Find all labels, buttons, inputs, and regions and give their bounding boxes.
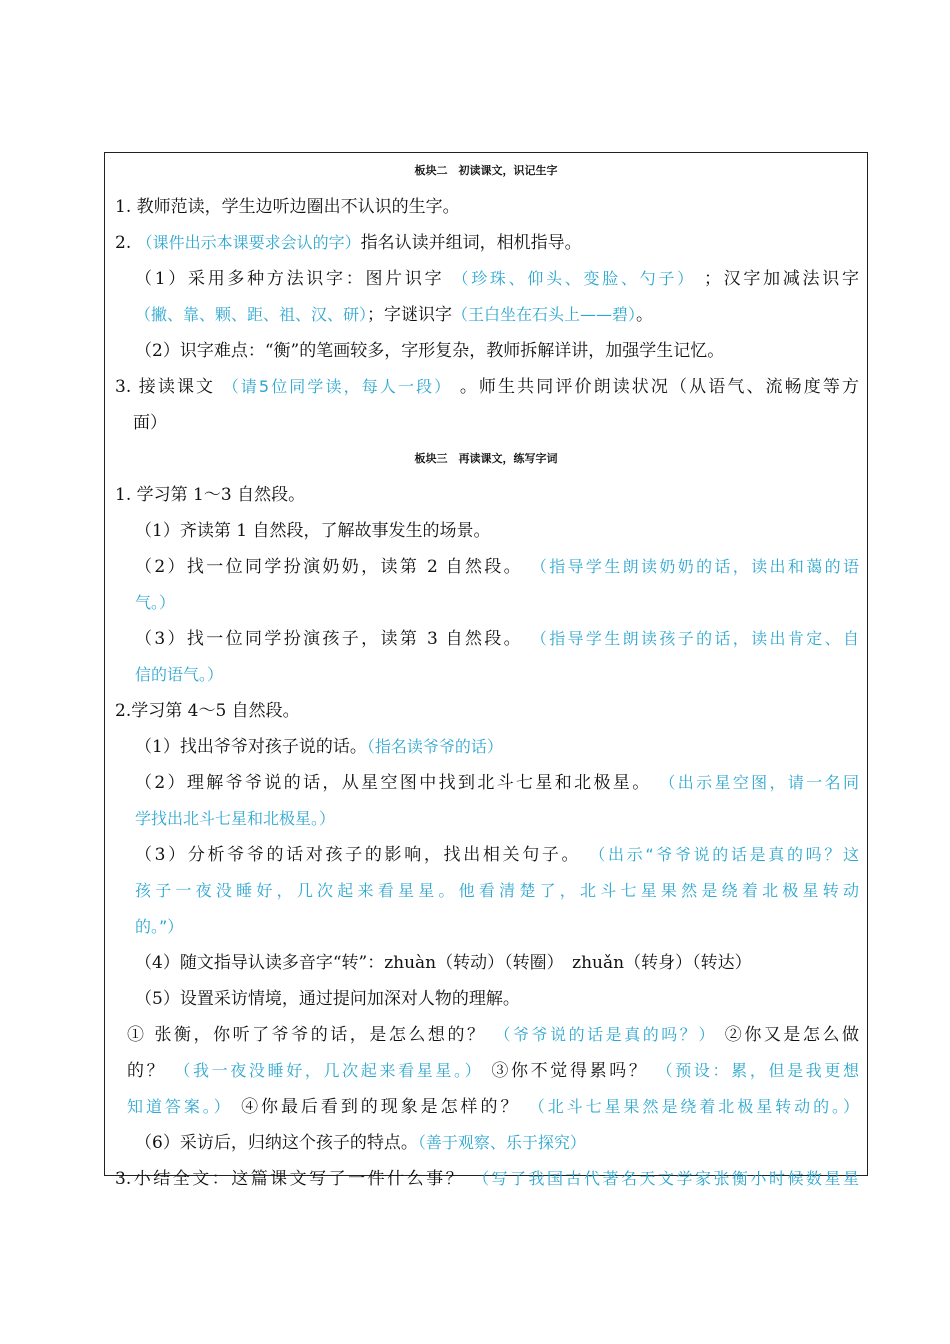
text-line: （撇、靠、颗、距、祖、汉、研）；字谜识字（王白坐在石头上——碧）。 [135,305,654,325]
text-line: （3）找一位同学扮演孩子，读第 3 自然段。 （指导学生朗读孩子的话，读出肯定、自 [135,629,859,649]
text-line: （3）分析爷爷的话对孩子的影响，找出相关句子。 （出示“爷爷说的话是真的吗？这 [135,845,859,865]
text-line: （4）随文指导认读多音字“转”：zhuàn（转动）（转圈） zhuǎn（转身）（转达） [135,953,752,973]
text-line: ① 张衡，你听了爷爷的话，是怎么想的？ （爷爷说的话是真的吗？） ②你又是怎么做 [127,1025,859,1045]
text-line: （6）采访后，归纳这个孩子的特点。（善于观察、乐于探究） [135,1133,586,1153]
annotation-line: 的。”） [135,917,184,936]
text-line: 面） [133,413,167,433]
text-line: （5）设置采访情境，通过提问加深对人物的理解。 [135,989,520,1009]
text-line: 3.小结全文：这篇课文写了一件什么事？ （写了我国古代著名天文学家张衡小时候数星星 [115,1169,859,1189]
text-line: （1）采用多种方法识字：图片识字 （珍珠、仰头、变脸、勺子） ；汉字加减法识字 [135,269,859,289]
annotation-line: 孩子一夜没睡好，几次起来看星星。他看清楚了，北斗七星果然是绕着北极星转动 [135,881,859,900]
text-line: 3. 接读课文 （请5位同学读，每人一段） 。师生共同评价朗读状况（从语气、流畅度等方 [115,377,859,397]
section-heading-2: 板块二 初读课文，识记生字 [414,164,558,177]
text-line: （1）齐读第 1 自然段，了解故事发生的场景。 [135,521,491,541]
text-line: 2. （课件出示本课要求会认的字）指名认读并组词，相机指导。 [115,233,582,253]
annotation-line: 气。） [135,593,176,612]
text-line: 知道答案。） ④你最后看到的现象是怎样的？ （北斗七星果然是绕着北极星转动的。） [127,1097,859,1117]
text-line: （2）理解爷爷说的话，从星空图中找到北斗七星和北极星。 （出示星空图，请一名同 [135,773,859,793]
text-line: 的？ （我一夜没睡好，几次起来看星星。） ③你不觉得累吗？ （预设：累，但是我更想 [127,1061,860,1081]
section-heading-3: 板块三 再读课文，练写字词 [414,452,558,465]
annotation-line: 学找出北斗七星和北极星。） [135,809,336,828]
text-line: 2.学习第 4～5 自然段。 [115,701,300,721]
text-line: 1. 学习第 1～3 自然段。 [115,485,306,505]
annotation-line: 信的语气。） [135,665,224,684]
text-line: （1）找出爷爷对孩子说的话。（指名读爷爷的话） [135,737,503,757]
text-line: 1. 教师范读，学生边听边圈出不认识的生字。 [115,197,460,217]
text-line: （2）找一位同学扮演奶奶，读第 2 自然段。 （指导学生朗读奶奶的话，读出和蔼的语 [135,557,859,577]
lesson-plan-table [104,152,868,1189]
text-line: （2）识字难点：“衡”的笔画较多，字形复杂，教师拆解详讲，加强学生记忆。 [135,341,725,361]
